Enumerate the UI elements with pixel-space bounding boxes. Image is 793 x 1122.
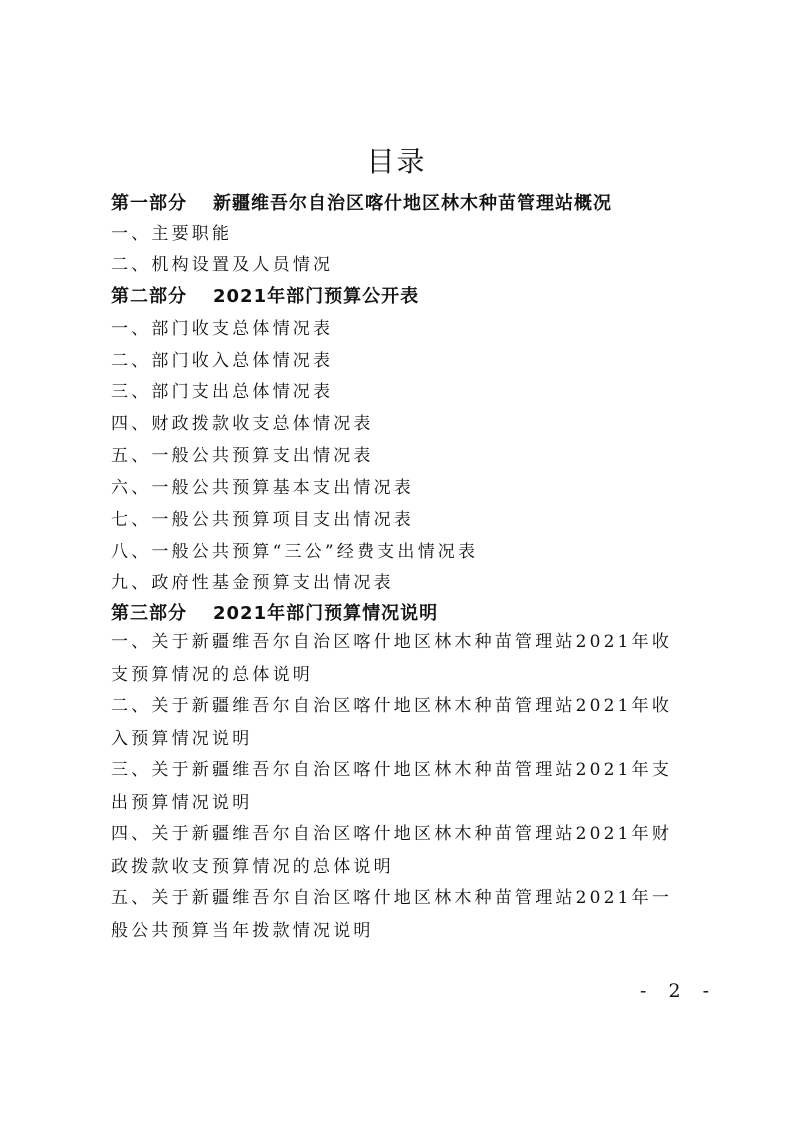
toc-item: 二、部门收入总体情况表 [111,351,334,371]
part3-heading [111,599,438,625]
toc-item: 六、一般公共预算基本支出情况表 [111,478,414,498]
toc-item: 八、一般公共预算“三公”经费支出情况表 [111,542,479,562]
toc-title: 目录 [366,145,427,178]
toc-item: 三、关于新疆维吾尔自治区喀什地区林木种苗管理站2021年支出预算情况说明 [111,760,673,813]
part1-label: 第一部分 [111,193,187,214]
toc-item: 二、机构设置及人员情况 [111,255,334,275]
part2-title: 2021年部门预算公开表 [213,286,420,307]
toc-item: 三、部门支出总体情况表 [111,382,334,402]
toc-item: 七、一般公共预算项目支出情况表 [111,510,414,530]
part3-label: 第三部分 [111,603,187,624]
toc-item: 五、一般公共预算支出情况表 [111,446,374,466]
part2-label: 第二部分 [111,286,187,307]
part3-title: 2021年部门预算情况说明 [213,603,439,624]
part1-title: 新疆维吾尔自治区喀什地区林木种苗管理站概况 [213,193,612,214]
page-number: - 2 - [640,980,718,1002]
toc-item: 一、部门收支总体情况表 [111,319,334,339]
part1-heading [111,189,612,215]
toc-item: 一、主要职能 [111,224,233,244]
toc-item: 二、关于新疆维吾尔自治区喀什地区林木种苗管理站2021年收入预算情况说明 [111,696,673,749]
toc-item: 九、政府性基金预算支出情况表 [111,573,394,593]
toc-item: 一、关于新疆维吾尔自治区喀什地区林木种苗管理站2021年收支预算情况的总体说明 [111,632,673,685]
part2-heading [111,282,419,308]
toc-item: 五、关于新疆维吾尔自治区喀什地区林木种苗管理站2021年一般公共预算当年拨款情况说明 [111,888,673,941]
toc-item: 四、关于新疆维吾尔自治区喀什地区林木种苗管理站2021年财政拨款收支预算情况的总体说明 [111,824,673,877]
toc-item: 四、财政拨款收支总体情况表 [111,414,374,434]
